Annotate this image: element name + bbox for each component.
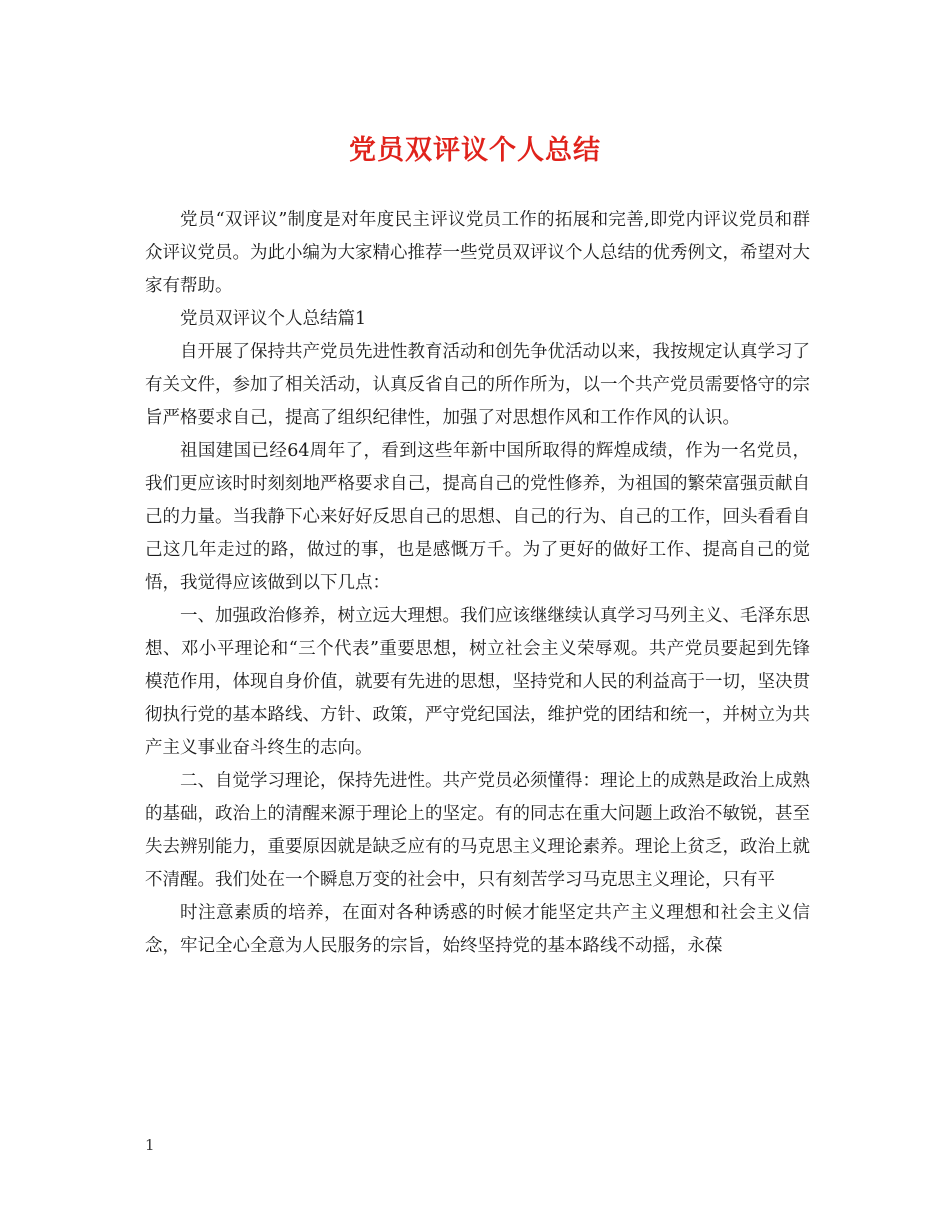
paragraph-body: 自开展了保持共产党员先进性教育活动和创先争优活动以来，我按规定认真学习了有关文件，参加了相关活动，认真反省自己的所作所为，以一个共产党员需要恪守的宗旨严格要求自己，提高了组织纪律性，加强了对思想作风和工作作风的认识。 bbox=[145, 342, 810, 428]
paragraph-continuation: 时注意素质的培养，在面对各种诱惑的时候才能坚定共产主义理想和社会主义信念，牢记全心全意为人民服务的宗旨，始终坚持党的基本路线不动摇，永葆 bbox=[145, 903, 810, 956]
paragraph-point-one: 一、加强政治修养，树立远大理想。我们应该继继续认真学习马列主义、毛泽东思想、邓小平理论和“三个代表”重要思想，树立社会主义荣辱观。共产党员要起到先锋模范作用，体现自身价值，就要有先进的思想，坚持党和人民的利益高于一切，坚决贯彻执行党的基本路线、方针、政策，严守党纪国法，维护党的团结和统一，并树立为共产主义事业奋斗终生的志向。 bbox=[145, 606, 810, 758]
document-body bbox=[145, 204, 810, 963]
document-title: 党员双评议个人总结 bbox=[349, 135, 601, 166]
paragraph-body: 祖国建国已经64周年了，看到这些年新中国所取得的辉煌成绩，作为一名党员，我们更应该时时刻刻地严格要求自己，提高自己的党性修养，为祖国的繁荣富强贡献自己的力量。当我静下心来好好反思自己的思想、自己的行为、自己的工作，回头看看自己这几年走过的路，做过的事，也是感慨万千。为了更好的做好工作、提高自己的觉悟，我觉得应该做到以下几点： bbox=[145, 441, 810, 593]
page-number: 1 bbox=[145, 1136, 155, 1154]
paragraph-point-two: 二、自觉学习理论，保持先进性。共产党员必须懂得：理论上的成熟是政治上成熟的基础，政治上的清醒来源于理论上的坚定。有的同志在重大问题上政治不敏锐，甚至失去辨别能力，重要原因就是缺乏应有的马克思主义理论素养。理论上贫乏，政治上就不清醒。我们处在一个瞬息万变的社会中，只有刻苦学习马克思主义理论，只有平 bbox=[145, 771, 810, 890]
paragraph-section-heading: 党员双评议个人总结篇1 bbox=[180, 309, 367, 329]
paragraph-intro: 党员“双评议”制度是对年度民主评议党员工作的拓展和完善,即党内评议党员和群众评议党员。为此小编为大家精心推荐一些党员双评议个人总结的优秀例文，希望对大家有帮助。 bbox=[145, 210, 810, 296]
